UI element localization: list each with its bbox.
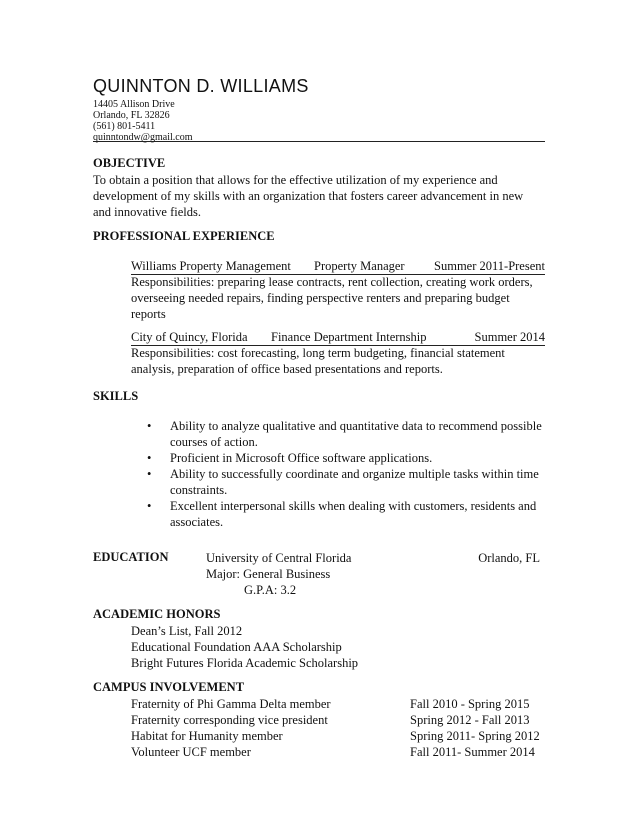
address-line-1: 14405 Allison Drive [93,99,175,110]
skill-line: courses of action. [170,435,258,449]
skills-list [131,418,545,530]
skill-item [131,418,545,450]
job-header-row [131,258,545,275]
job-dates: Summer 2011-Present [434,259,545,273]
header-divider [93,141,545,142]
skill-line: Excellent interpersonal skills when dealing with customers, residents and [170,499,537,513]
skill-line: Ability to successfully coordinate and organize multiple tasks within time [170,467,539,481]
job-description [131,345,545,377]
job-title: Property Manager [314,259,405,273]
education-major: Major: General Business [206,567,331,581]
campus-role: Volunteer UCF member [131,745,251,759]
skill-line: Ability to analyze qualitative and quantitative data to recommend possible [170,419,542,433]
job-employer: Williams Property Management [131,259,291,273]
job-description [131,274,545,322]
objective-line: To obtain a position that allows for the effective utilization of my experience and [93,173,498,187]
objective-heading: OBJECTIVE [93,156,166,170]
skill-line: Proficient in Microsoft Office software applications. [170,451,433,465]
bullet-icon: • [147,467,152,481]
job-dates: Summer 2014 [474,330,545,344]
candidate-name: QUINNTON D. WILLIAMS [93,76,309,96]
honor-item: Bright Futures Florida Academic Scholarship [131,656,359,670]
campus-dates: Spring 2011- Spring 2012 [410,729,540,743]
objective-line: and innovative fields. [93,205,201,219]
job-title: Finance Department Internship [271,330,427,344]
email-address: quinntondw@gmail.com [93,132,193,143]
campus-role: Habitat for Humanity member [131,729,283,743]
education-location: Orlando, FL [478,551,540,565]
bullet-icon: • [147,419,152,433]
bullet-icon: • [147,499,152,513]
campus-dates: Spring 2012 - Fall 2013 [410,713,530,727]
job-employer: City of Quincy, Florida [131,330,248,344]
education-gpa: G.P.A: 3.2 [244,583,297,597]
education-heading: EDUCATION [93,550,169,564]
job-description-line: overseeing needed repairs, finding perspective renters and preparing budget [131,291,510,305]
campus-role: Fraternity of Phi Gamma Delta member [131,697,331,711]
job-description-line: Responsibilities: cost forecasting, long term budgeting, financial statement [131,346,505,360]
campus-heading: CAMPUS INVOLVEMENT [93,680,245,694]
job-description-line: reports [131,307,166,321]
skills-heading: SKILLS [93,389,139,403]
education-school: University of Central Florida [206,551,352,565]
skill-line: associates. [170,515,224,529]
experience-heading: PROFESSIONAL EXPERIENCE [93,229,275,243]
campus-role: Fraternity corresponding vice president [131,713,328,727]
skill-item [131,466,545,498]
campus-dates: Fall 2010 - Spring 2015 [410,697,530,711]
campus-dates: Fall 2011- Summer 2014 [410,745,535,759]
skill-item [131,498,545,530]
phone-number: (561) 801-5411 [93,121,156,132]
honors-heading: ACADEMIC HONORS [93,607,221,621]
job-description-line: Responsibilities: preparing lease contracts, rent collection, creating work orders, [131,275,533,289]
bullet-icon: • [147,451,152,465]
honor-item: Dean’s List, Fall 2012 [131,624,243,638]
skill-line: constraints. [170,483,228,497]
address-line-2: Orlando, FL 32826 [93,110,170,121]
skill-item [131,450,545,466]
job-description-line: analysis, preparation of office based presentations and reports. [131,362,443,376]
honor-item: Educational Foundation AAA Scholarship [131,640,342,654]
job-header-row [131,329,545,346]
objective-line: development of my skills with an organization that fosters career advancement in new [93,189,524,203]
